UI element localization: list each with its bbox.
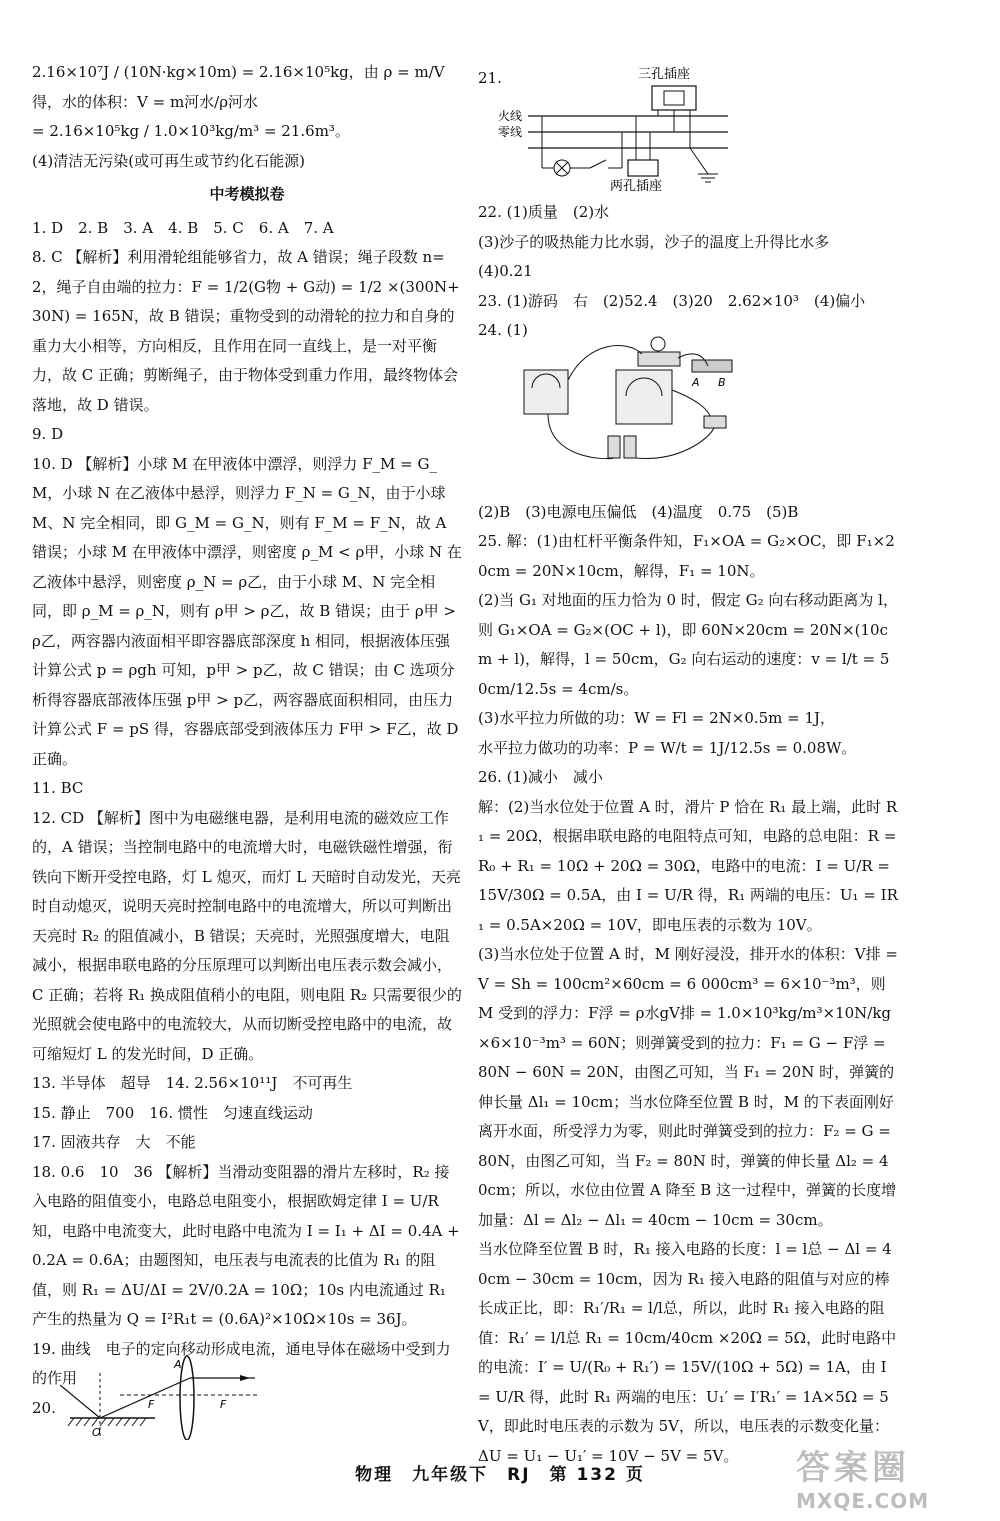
page-footer: 物理 九年级下 RJ 第 132 页: [355, 1465, 645, 1485]
answer-18: 18. 0.6 10 36 【解析】当滑动变阻器的滑片左移时，R₂ 接入电路的阻值变小，电路总电阻变小，根据欧姆定律 I = U/R 知，电路中电流变大，此时电路中电流为 I = I₁ + ΔI = 0.4A + 0.2A = 0.6A；由题图知，电压表与电流表的比值为 R₁ 的阻值，则 R₁ = ΔU/ΔI = 2V/0.2A = 10Ω；10s 内电流通过 R₁ 产生的热量为 Q = I²R₁t = (0.6A)²×10Ω×10s = 36J。: [32, 1162, 460, 1328]
q20-label-f1: F: [148, 1398, 155, 1411]
answer-8: 8. C 【解析】利用滑轮组能够省力，故 A 错误；绳子段数 n=2，绳子自由端的拉力：F = 1/2(G物 + G动) = 1/2 ×(300N+30N) = 165N，故 B 错误；重物受到的动滑轮的拉力和自身的重力大小相等，方向相反，且作用在同一直线上，是一对平衡力，故 C 正确；剪断绳子，由于物体受到重力作用，最终物体会落地，故 D 错误。: [32, 248, 460, 414]
q21-neutral-label: 零线: [498, 125, 523, 139]
left-line-3: (4)清洁无污染(或可再生或节约化石能源): [32, 151, 305, 170]
answer-13-14: 13. 半导体 超导 14. 2.56×10¹¹J 不可再生: [32, 1074, 353, 1092]
answer-15-16: 15. 静止 700 16. 惯性 匀速直线运动: [32, 1103, 313, 1122]
answer-17: 17. 固液共存 大 不能: [32, 1133, 196, 1151]
q20-label-a: A: [174, 1358, 182, 1371]
answer-22-3: (3)沙子的吸热能力比水弱，沙子的温度上升得比水多: [478, 232, 830, 251]
left-line-2: = 2.16×10⁵kg / 1.0×10³kg/m³ = 21.6m³。: [32, 122, 350, 140]
answer-9: 9. D: [32, 425, 64, 443]
q24-circuit-diagram: [518, 330, 738, 470]
watermark-logo: [796, 1440, 986, 1513]
answer-24-rest: (2)B (3)电源电压偏低 (4)温度 0.75 (5)B: [478, 502, 799, 521]
left-column: [32, 58, 462, 1423]
answer-24-1: 24. (1): [478, 321, 528, 339]
answer-25-power: 水平拉力做功的功率：P = W/t = 1J/12.5s = 0.08W。: [478, 738, 857, 757]
right-column: [478, 58, 898, 1471]
answer-22-4: (4)0.21: [478, 262, 533, 280]
answer-25-2: (2)当 G₁ 对地面的压力恰为 0 时，假定 G₂ 向右移动距离为 l，则 G₁×OA = G₂×(OC + l)，即 60N×20cm = 20N×(10cm + l)，解得，l = 50cm，G₂ 向右运动的速度：v = l/t = 50cm/12.5s = 4cm/s。: [478, 591, 898, 698]
q20-lens-diagram: [60, 1340, 280, 1440]
left-line-1: 2.16×10⁷J / (10N·kg×10m) = 2.16×10⁵kg，由 ρ = m/V 得，水的体积：V = m河水/ρ河水: [32, 63, 445, 111]
q20-label-o: O: [92, 1426, 101, 1439]
answer-25-3: (3)水平拉力所做的功：W = Fl = 2N×0.5m = 1J，: [478, 709, 836, 727]
q24-label-a: A: [692, 375, 700, 389]
q21-live-label: 火线: [498, 109, 523, 123]
answer-26-4: 当水位降至位置 B 时，R₁ 接入电路的长度：l = l总 − Δl = 40cm − 30cm = 10cm，因为 R₁ 接入电路的阻值与对应的棒长成正比，即：R₁′/R₁ = l/l总，所以，此时 R₁ 接入电路的阻值：R₁′ = l/l总 R₁ = 10cm/40cm ×20Ω = 5Ω，此时电路中的电流：I′ = U/(R₀ + R₁′) = 15V/(10Ω + 5Ω) = 1A，由 I = U/R 得，此时 R₁ 两端的电压：U₁′ = I′R₁′ = 1A×5Ω = 5V，即此时电压表的示数为 5V，所以，电压表的示数变化量：ΔU = U₁ − U₁′ = 10V − 5V = 5V。: [478, 1240, 897, 1465]
q24-label-b: B: [718, 375, 726, 389]
answer-26-2: 解：(2)当水位处于位置 A 时，滑片 P 恰在 R₁ 最上端，此时 R₁ = 20Ω，根据串联电路的电阻特点可知，电路的总电阻：R = R₀ + R₁ = 10Ω + 20Ω = 30Ω，电路中的电流：I = U/R = 15V/30Ω = 0.5A，由 I = U/R 得，R₁ 两端的电压：U₁ = IR₁ = 0.5A×20Ω = 10V，即电压表的示数为 10V。: [478, 797, 898, 934]
watermark-big: 答案圈: [796, 1448, 910, 1488]
q21-socket3-label: 三孔插座: [638, 67, 691, 82]
q20-label-f2: F: [220, 1398, 227, 1411]
answer-19: 19. 曲线 电子的定向移动形成电流，通电导体在磁场中受到力的作用: [32, 1339, 451, 1387]
answer-22: 22. (1)质量 (2)水: [478, 203, 610, 221]
answer-12: 12. CD 【解析】图中为电磁继电器，是利用电流的磁效应工作的，A 错误；当控制电路中的电流增大时，电磁铁磁性增强，衔铁向下断开受控电路，灯 L 熄灭，而灯 L 天暗时自动发光，天亮时自动熄灭，说明天亮时控制电路中的电流增大，所以可判断出天亮时 R₂ 的阻值减小，B 错误；天亮时，光照强度增大，电阻减小，根据串联电路的分压原理可以判断出电压表示数会减小，C 正确；若将 R₁ 换成阻值稍小的电阻，则电阻 R₂ 只需要很少的光照就会使电路中的电流较大，从而切断受控电路中的电流，故可缩短灯 L 的发光时间，D 正确。: [32, 808, 462, 1063]
q24-circuit-figure: [478, 352, 898, 492]
answers-1-7: 1. D 2. B 3. A 4. B 5. C 6. A 7. A: [32, 218, 334, 237]
answer-26-3: (3)当水位处于位置 A 时，M 刚好浸没，排开水的体积：V排 = V = Sh = 100cm²×60cm = 6 000cm³ = 6×10⁻³m³，则 M 受到的浮力：F浮 = ρ水gV排 = 1.0×10³kg/m³×10N/kg×6×10⁻³m³ = 60N；则弹簧受到的拉力：F₁ = G − F浮 = 80N − 60N = 20N，由图乙可知，当 F₁ = 20N 时，弹簧的伸长量 Δl₁ = 10cm；当水位降至位置 B 时，M 的下表面刚好离开水面，所受浮力为零，则此时弹簧受到的拉力：F₂ = G = 80N，由图乙可知，当 F₂ = 80N 时，弹簧的伸长量 Δl₂ = 40cm；所以，水位由位置 A 降至 B 这一过程中，弹簧的长度增加量：Δl = Δl₂ − Δl₁ = 40cm − 10cm = 30cm。: [478, 945, 898, 1229]
q21-block: [478, 64, 898, 192]
section-title: 中考模拟卷: [209, 185, 285, 203]
answer-26-1: 26. (1)减小 减小: [478, 768, 603, 786]
answer-25-1: 25. 解：(1)由杠杆平衡条件知，F₁×OA = G₂×OC，即 F₁×20cm = 20N×10cm，解得，F₁ = 10N。: [478, 532, 895, 580]
answer-11: 11. BC: [32, 779, 84, 797]
watermark-small: MXQE.COM: [796, 1489, 930, 1513]
q21-circuit-diagram: [498, 64, 738, 192]
answer-23: 23. (1)游码 右 (2)52.4 (3)20 2.62×10³ (4)偏小: [478, 291, 866, 310]
answer-20-label: 20.: [32, 1398, 56, 1417]
answer-10: 10. D 【解析】小球 M 在甲液体中漂浮，则浮力 F_M = G_M，小球 N 在乙液体中悬浮，则浮力 F_N = G_N，由于小球 M、N 完全相同，即 G_M = G_N，则有 F_M = F_N，故 A 错误；小球 M 在甲液体中漂浮，则密度 ρ_M < ρ甲，小球 N 在乙液体中悬浮，则密度 ρ_N = ρ乙，由于小球 M、N 完全相同，即 ρ_M = ρ_N，则有 ρ甲 > ρ乙，故 B 错误；由于 ρ甲 > ρ乙，两容器内液面相平即容器底部深度 h 相同，根据液体压强计算公式 p = ρgh 可知，p甲 > p乙，故 C 错误；由 C 选项分析得容器底部液体压强 p甲 > p乙，两容器底面积相同，由压力计算公式 F = pS 得，容器底部受到液体压力 F甲 > F乙，故 D 正确。: [32, 454, 462, 768]
q21-socket2-label: 两孔插座: [610, 179, 663, 192]
q21-label: 21.: [478, 69, 502, 87]
